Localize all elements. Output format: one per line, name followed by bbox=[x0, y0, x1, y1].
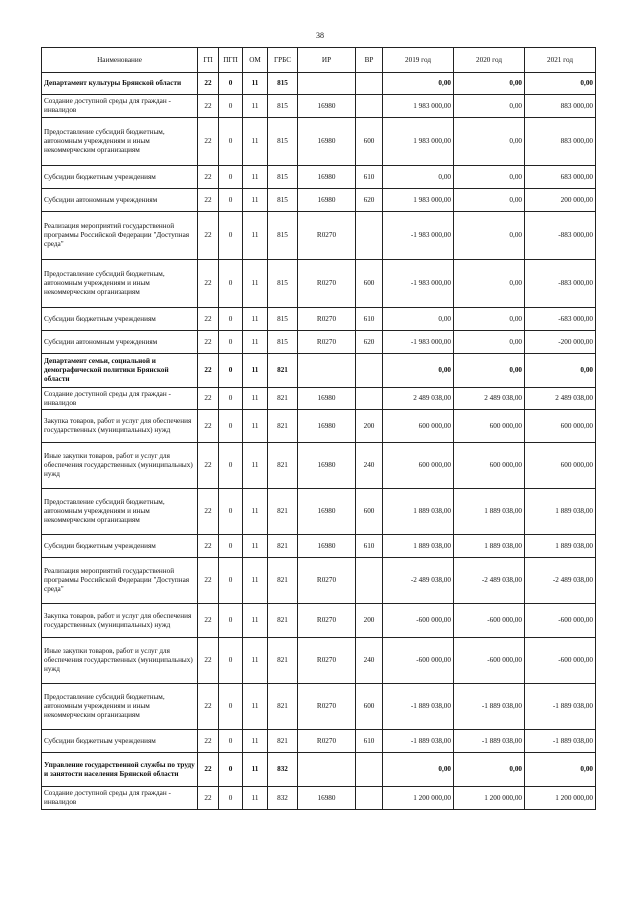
row-2021: -600 000,00 bbox=[525, 638, 596, 684]
row-2019: -1 983 000,00 bbox=[383, 260, 454, 308]
row-om: 11 bbox=[243, 753, 268, 787]
row-ir: 16980 bbox=[298, 489, 356, 535]
table-row bbox=[42, 388, 596, 410]
row-name: Субсидии бюджетным учреждениям bbox=[42, 535, 198, 558]
row-ir: R0270 bbox=[298, 308, 356, 331]
row-om: 11 bbox=[243, 73, 268, 95]
row-2019: 1 983 000,00 bbox=[383, 95, 454, 118]
table-row bbox=[42, 331, 596, 354]
row-2019: 600 000,00 bbox=[383, 410, 454, 443]
col-header-om: ОМ bbox=[243, 48, 268, 73]
row-pgp: 0 bbox=[219, 443, 243, 489]
row-2021: 0,00 bbox=[525, 753, 596, 787]
row-name: Закупка товаров, работ и услуг для обеспечения государственных (муниципальных) нужд bbox=[42, 604, 198, 638]
row-gp: 22 bbox=[198, 638, 219, 684]
row-vr: 610 bbox=[356, 308, 383, 331]
row-vr: 620 bbox=[356, 331, 383, 354]
row-2019: 0,00 bbox=[383, 73, 454, 95]
row-2019: -1 983 000,00 bbox=[383, 212, 454, 260]
row-2019: 1 889 038,00 bbox=[383, 535, 454, 558]
row-2020: -1 889 038,00 bbox=[454, 730, 525, 753]
row-ir: 16980 bbox=[298, 95, 356, 118]
row-pgp: 0 bbox=[219, 73, 243, 95]
row-2020: 0,00 bbox=[454, 331, 525, 354]
table-row bbox=[42, 489, 596, 535]
row-vr: 600 bbox=[356, 118, 383, 166]
row-ir bbox=[298, 73, 356, 95]
row-name: Субсидии автономным учреждениям bbox=[42, 331, 198, 354]
row-grbs: 815 bbox=[268, 189, 298, 212]
row-2021: 600 000,00 bbox=[525, 410, 596, 443]
row-pgp: 0 bbox=[219, 166, 243, 189]
row-om: 11 bbox=[243, 95, 268, 118]
row-2020: 0,00 bbox=[454, 95, 525, 118]
row-om: 11 bbox=[243, 166, 268, 189]
row-2021: 1 200 000,00 bbox=[525, 787, 596, 810]
table-row bbox=[42, 95, 596, 118]
row-vr bbox=[356, 73, 383, 95]
row-vr bbox=[356, 388, 383, 410]
row-2019: -600 000,00 bbox=[383, 604, 454, 638]
row-grbs: 815 bbox=[268, 95, 298, 118]
row-grbs: 821 bbox=[268, 535, 298, 558]
row-2021: 683 000,00 bbox=[525, 166, 596, 189]
table-row bbox=[42, 443, 596, 489]
col-header-2019: 2019 год bbox=[383, 48, 454, 73]
row-pgp: 0 bbox=[219, 308, 243, 331]
row-pgp: 0 bbox=[219, 388, 243, 410]
table-row bbox=[42, 787, 596, 810]
row-2019: 0,00 bbox=[383, 753, 454, 787]
row-pgp: 0 bbox=[219, 331, 243, 354]
row-grbs: 821 bbox=[268, 604, 298, 638]
row-gp: 22 bbox=[198, 489, 219, 535]
row-gp: 22 bbox=[198, 189, 219, 212]
table-row bbox=[42, 410, 596, 443]
row-grbs: 815 bbox=[268, 118, 298, 166]
table-row bbox=[42, 535, 596, 558]
row-ir: R0270 bbox=[298, 638, 356, 684]
row-2020: 0,00 bbox=[454, 118, 525, 166]
row-vr: 620 bbox=[356, 189, 383, 212]
row-2020: 600 000,00 bbox=[454, 410, 525, 443]
row-name: Иные закупки товаров, работ и услуг для обеспечения государственных (муниципальных) нужд bbox=[42, 443, 198, 489]
row-grbs: 815 bbox=[268, 73, 298, 95]
table-row bbox=[42, 684, 596, 730]
row-name: Субсидии бюджетным учреждениям bbox=[42, 308, 198, 331]
row-ir bbox=[298, 753, 356, 787]
row-gp: 22 bbox=[198, 558, 219, 604]
col-header-2020: 2020 год bbox=[454, 48, 525, 73]
row-grbs: 821 bbox=[268, 558, 298, 604]
row-vr: 610 bbox=[356, 535, 383, 558]
row-gp: 22 bbox=[198, 787, 219, 810]
row-grbs: 815 bbox=[268, 212, 298, 260]
row-2019: -600 000,00 bbox=[383, 638, 454, 684]
table-row bbox=[42, 260, 596, 308]
table-row bbox=[42, 189, 596, 212]
row-ir: 16980 bbox=[298, 443, 356, 489]
row-2020: -600 000,00 bbox=[454, 604, 525, 638]
row-om: 11 bbox=[243, 535, 268, 558]
row-pgp: 0 bbox=[219, 638, 243, 684]
col-header-pgp: ПГП bbox=[219, 48, 243, 73]
row-2021: 883 000,00 bbox=[525, 95, 596, 118]
row-2021: 883 000,00 bbox=[525, 118, 596, 166]
row-name: Предоставление субсидий бюджетным, автономным учреждениям и иным некоммерческим организациям bbox=[42, 489, 198, 535]
row-pgp: 0 bbox=[219, 212, 243, 260]
row-vr: 610 bbox=[356, 730, 383, 753]
row-grbs: 821 bbox=[268, 410, 298, 443]
row-om: 11 bbox=[243, 331, 268, 354]
row-gp: 22 bbox=[198, 308, 219, 331]
table-row bbox=[42, 212, 596, 260]
row-2021: -883 000,00 bbox=[525, 212, 596, 260]
row-2019: 1 983 000,00 bbox=[383, 189, 454, 212]
row-pgp: 0 bbox=[219, 189, 243, 212]
row-2021: -600 000,00 bbox=[525, 604, 596, 638]
row-vr bbox=[356, 787, 383, 810]
row-gp: 22 bbox=[198, 331, 219, 354]
row-2021: 600 000,00 bbox=[525, 443, 596, 489]
row-om: 11 bbox=[243, 489, 268, 535]
table-row bbox=[42, 558, 596, 604]
row-om: 11 bbox=[243, 638, 268, 684]
row-ir: 16980 bbox=[298, 787, 356, 810]
row-ir: 16980 bbox=[298, 166, 356, 189]
row-om: 11 bbox=[243, 558, 268, 604]
row-ir: R0270 bbox=[298, 730, 356, 753]
row-2020: 0,00 bbox=[454, 354, 525, 388]
row-gp: 22 bbox=[198, 166, 219, 189]
row-2020: -600 000,00 bbox=[454, 638, 525, 684]
row-pgp: 0 bbox=[219, 558, 243, 604]
row-ir: R0270 bbox=[298, 558, 356, 604]
row-vr: 600 bbox=[356, 260, 383, 308]
row-om: 11 bbox=[243, 410, 268, 443]
row-pgp: 0 bbox=[219, 604, 243, 638]
row-2020: 0,00 bbox=[454, 189, 525, 212]
row-om: 11 bbox=[243, 212, 268, 260]
row-2019: 0,00 bbox=[383, 166, 454, 189]
row-name: Создание доступной среды для граждан - инвалидов bbox=[42, 95, 198, 118]
row-2021: -200 000,00 bbox=[525, 331, 596, 354]
row-2019: 600 000,00 bbox=[383, 443, 454, 489]
row-gp: 22 bbox=[198, 535, 219, 558]
row-name: Создание доступной среды для граждан - инвалидов bbox=[42, 388, 198, 410]
row-ir: 16980 bbox=[298, 535, 356, 558]
row-2020: 0,00 bbox=[454, 753, 525, 787]
row-name: Департамент семьи, социальной и демографической политики Брянской области bbox=[42, 354, 198, 388]
row-vr bbox=[356, 212, 383, 260]
row-2019: 1 200 000,00 bbox=[383, 787, 454, 810]
row-name: Субсидии автономным учреждениям bbox=[42, 189, 198, 212]
row-2021: 200 000,00 bbox=[525, 189, 596, 212]
row-grbs: 821 bbox=[268, 684, 298, 730]
row-name: Управление государственной службы по труду и занятости населения Брянской области bbox=[42, 753, 198, 787]
row-om: 11 bbox=[243, 787, 268, 810]
row-vr bbox=[356, 354, 383, 388]
table-row bbox=[42, 730, 596, 753]
col-header-gp: ГП bbox=[198, 48, 219, 73]
col-header-2021: 2021 год bbox=[525, 48, 596, 73]
table-row bbox=[42, 308, 596, 331]
row-gp: 22 bbox=[198, 443, 219, 489]
row-name: Закупка товаров, работ и услуг для обеспечения государственных (муниципальных) нужд bbox=[42, 410, 198, 443]
row-ir: 16980 bbox=[298, 410, 356, 443]
row-vr: 600 bbox=[356, 489, 383, 535]
row-ir: R0270 bbox=[298, 604, 356, 638]
row-grbs: 815 bbox=[268, 308, 298, 331]
row-pgp: 0 bbox=[219, 535, 243, 558]
row-vr bbox=[356, 753, 383, 787]
row-gp: 22 bbox=[198, 388, 219, 410]
row-gp: 22 bbox=[198, 753, 219, 787]
row-om: 11 bbox=[243, 443, 268, 489]
row-om: 11 bbox=[243, 604, 268, 638]
row-grbs: 815 bbox=[268, 260, 298, 308]
row-grbs: 821 bbox=[268, 638, 298, 684]
row-gp: 22 bbox=[198, 410, 219, 443]
row-grbs: 832 bbox=[268, 753, 298, 787]
row-pgp: 0 bbox=[219, 118, 243, 166]
row-ir: R0270 bbox=[298, 684, 356, 730]
row-2020: -2 489 038,00 bbox=[454, 558, 525, 604]
row-om: 11 bbox=[243, 260, 268, 308]
row-ir: 16980 bbox=[298, 118, 356, 166]
row-vr: 200 bbox=[356, 604, 383, 638]
row-2020: 0,00 bbox=[454, 308, 525, 331]
table-header-row bbox=[42, 48, 596, 73]
row-2021: -2 489 038,00 bbox=[525, 558, 596, 604]
row-gp: 22 bbox=[198, 95, 219, 118]
row-name: Предоставление субсидий бюджетным, автономным учреждениям и иным некоммерческим организациям bbox=[42, 684, 198, 730]
row-grbs: 821 bbox=[268, 489, 298, 535]
row-pgp: 0 bbox=[219, 730, 243, 753]
row-name: Реализация мероприятий государственной программы Российской Федерации "Доступная среда" bbox=[42, 212, 198, 260]
row-vr bbox=[356, 95, 383, 118]
row-2020: 1 200 000,00 bbox=[454, 787, 525, 810]
row-2019: 1 983 000,00 bbox=[383, 118, 454, 166]
row-name: Департамент культуры Брянской области bbox=[42, 73, 198, 95]
row-name: Субсидии бюджетным учреждениям bbox=[42, 166, 198, 189]
row-2021: 0,00 bbox=[525, 73, 596, 95]
row-2021: -883 000,00 bbox=[525, 260, 596, 308]
row-vr: 600 bbox=[356, 684, 383, 730]
row-2021: 0,00 bbox=[525, 354, 596, 388]
row-2021: 1 889 038,00 bbox=[525, 489, 596, 535]
table-body bbox=[42, 73, 596, 810]
row-2020: 0,00 bbox=[454, 260, 525, 308]
row-ir: R0270 bbox=[298, 212, 356, 260]
row-ir: R0270 bbox=[298, 260, 356, 308]
row-2019: -1 983 000,00 bbox=[383, 331, 454, 354]
row-ir: 16980 bbox=[298, 189, 356, 212]
row-om: 11 bbox=[243, 388, 268, 410]
row-pgp: 0 bbox=[219, 260, 243, 308]
row-om: 11 bbox=[243, 730, 268, 753]
row-vr: 200 bbox=[356, 410, 383, 443]
row-grbs: 821 bbox=[268, 730, 298, 753]
row-pgp: 0 bbox=[219, 95, 243, 118]
table-row bbox=[42, 604, 596, 638]
row-2020: 0,00 bbox=[454, 73, 525, 95]
row-2021: -1 889 038,00 bbox=[525, 684, 596, 730]
row-2019: 0,00 bbox=[383, 354, 454, 388]
row-2020: 600 000,00 bbox=[454, 443, 525, 489]
table-row bbox=[42, 638, 596, 684]
row-om: 11 bbox=[243, 189, 268, 212]
row-ir bbox=[298, 354, 356, 388]
table-row bbox=[42, 753, 596, 787]
row-gp: 22 bbox=[198, 212, 219, 260]
row-om: 11 bbox=[243, 118, 268, 166]
row-grbs: 815 bbox=[268, 166, 298, 189]
row-2020: 1 889 038,00 bbox=[454, 489, 525, 535]
row-pgp: 0 bbox=[219, 354, 243, 388]
row-gp: 22 bbox=[198, 354, 219, 388]
row-pgp: 0 bbox=[219, 489, 243, 535]
row-gp: 22 bbox=[198, 73, 219, 95]
row-2020: 2 489 038,00 bbox=[454, 388, 525, 410]
row-2020: 0,00 bbox=[454, 166, 525, 189]
row-om: 11 bbox=[243, 354, 268, 388]
row-gp: 22 bbox=[198, 730, 219, 753]
row-gp: 22 bbox=[198, 684, 219, 730]
row-2019: -1 889 038,00 bbox=[383, 684, 454, 730]
row-om: 11 bbox=[243, 308, 268, 331]
row-pgp: 0 bbox=[219, 787, 243, 810]
row-pgp: 0 bbox=[219, 684, 243, 730]
row-2020: -1 889 038,00 bbox=[454, 684, 525, 730]
col-header-grbs: ГРБС bbox=[268, 48, 298, 73]
row-name: Иные закупки товаров, работ и услуг для обеспечения государственных (муниципальных) нужд bbox=[42, 638, 198, 684]
row-ir: 16980 bbox=[298, 388, 356, 410]
row-name: Создание доступной среды для граждан - инвалидов bbox=[42, 787, 198, 810]
col-header-name: Наименование bbox=[42, 48, 198, 73]
row-vr bbox=[356, 558, 383, 604]
row-2019: -1 889 038,00 bbox=[383, 730, 454, 753]
row-grbs: 821 bbox=[268, 354, 298, 388]
row-grbs: 832 bbox=[268, 787, 298, 810]
row-gp: 22 bbox=[198, 118, 219, 166]
row-ir: R0270 bbox=[298, 331, 356, 354]
row-vr: 240 bbox=[356, 443, 383, 489]
row-gp: 22 bbox=[198, 604, 219, 638]
page-number: 38 bbox=[316, 31, 324, 40]
row-vr: 240 bbox=[356, 638, 383, 684]
row-name: Субсидии бюджетным учреждениям bbox=[42, 730, 198, 753]
row-vr: 610 bbox=[356, 166, 383, 189]
table-row bbox=[42, 118, 596, 166]
row-2019: 0,00 bbox=[383, 308, 454, 331]
row-2021: -1 889 038,00 bbox=[525, 730, 596, 753]
row-grbs: 821 bbox=[268, 388, 298, 410]
row-name: Предоставление субсидий бюджетным, автономным учреждениям и иным некоммерческим организациям bbox=[42, 118, 198, 166]
row-2021: 2 489 038,00 bbox=[525, 388, 596, 410]
budget-table bbox=[41, 47, 596, 810]
row-name: Предоставление субсидий бюджетным, автономным учреждениям и иным некоммерческим организациям bbox=[42, 260, 198, 308]
row-grbs: 821 bbox=[268, 443, 298, 489]
row-pgp: 0 bbox=[219, 410, 243, 443]
row-2021: 1 889 038,00 bbox=[525, 535, 596, 558]
table-row bbox=[42, 166, 596, 189]
table-row bbox=[42, 354, 596, 388]
table-row bbox=[42, 73, 596, 95]
col-header-ir: ИР bbox=[298, 48, 356, 73]
row-gp: 22 bbox=[198, 260, 219, 308]
row-2019: 2 489 038,00 bbox=[383, 388, 454, 410]
col-header-vr: ВР bbox=[356, 48, 383, 73]
row-pgp: 0 bbox=[219, 753, 243, 787]
row-grbs: 815 bbox=[268, 331, 298, 354]
row-2019: -2 489 038,00 bbox=[383, 558, 454, 604]
row-2020: 0,00 bbox=[454, 212, 525, 260]
row-2019: 1 889 038,00 bbox=[383, 489, 454, 535]
row-2020: 1 889 038,00 bbox=[454, 535, 525, 558]
row-om: 11 bbox=[243, 684, 268, 730]
row-2021: -683 000,00 bbox=[525, 308, 596, 331]
row-name: Реализация мероприятий государственной программы Российской Федерации "Доступная среда" bbox=[42, 558, 198, 604]
